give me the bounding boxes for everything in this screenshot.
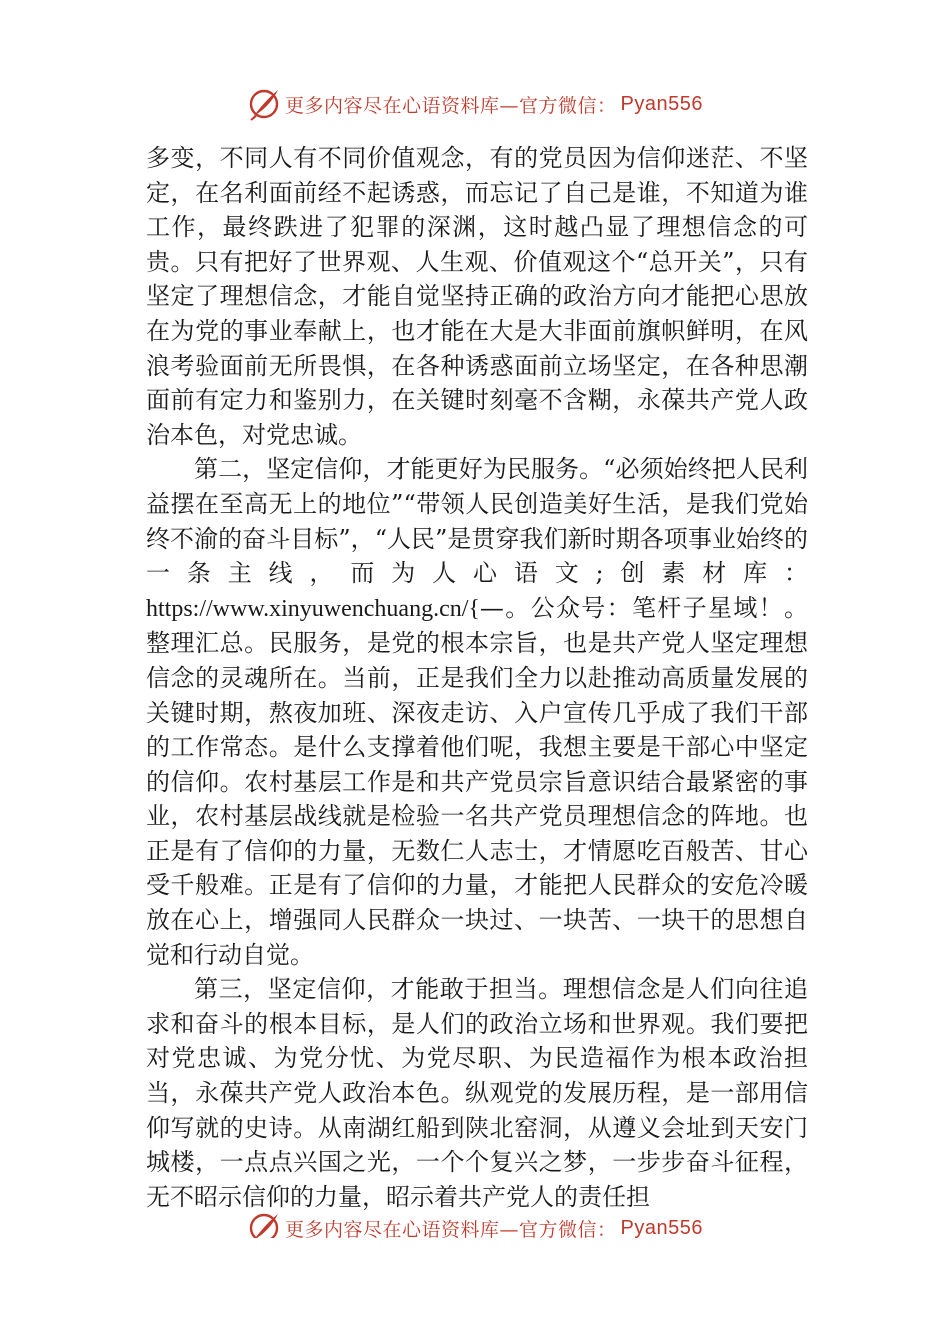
quill-circle-logo-icon (247, 1211, 281, 1238)
header-banner-text: 更多内容尽在心语资料库—官方微信： (285, 94, 617, 117)
paragraph-1: 多变，不同人有不同价值观念，有的党员因为信仰迷茫、不坚定，在名利面前经不起诱惑，而忘记了自己是谁，不知道为谁工作，最终跌进了犯罪的深渊，这时越凸显了理想信念的可贵。只有把好了世界观、人生观、价值观这个“总开关”，只有坚定了理想信念，才能自觉坚持正确的政治方向才能把心思放在为党的事业奉献上，也才能在大是大非面前旗帜鲜明，在风浪考验面前无所畏惧，在各种诱惑面前立场坚定，在各种思潮面前有定力和鉴别力，在关键时刻毫不含糊，永葆共产党人政治本色，对党忠诚。 (146, 144, 808, 449)
paragraph-2 (146, 452, 808, 972)
paragraph-3: 第三，坚定信仰，才能敢于担当。理想信念是人们向往追求和奋斗的根本目标，是人们的政治立场和世界观。我们要把对党忠诚、为党分忧、为党尽职、为民造福作为根本政治担当，永葆共产党人政治本色。纵观党的发展历程，是一部用信仰写就的史诗。从南湖红船到陕北窑洞，从遵义会址到天安门城楼，一点点兴国之光，一个个复兴之梦，一步步奋斗征程，无不昭示信仰的力量，昭示着共产党人的责任担 (146, 975, 808, 1211)
paragraph-2-part-a: 第二，坚定信仰，才能更好为民服务。“必须始终把人民利益摆在至高无上的地位”“带领人民创造美好生活，是我们党始终不渝的奋斗目标”，“人民”是贯穿我们新时期各项事业始终的一条主线，而为人心语文;创素材库： (146, 455, 808, 588)
footer-banner-text: 更多内容尽在心语资料库—官方微信： (285, 1218, 617, 1238)
footer-banner-id: Pyan556 (620, 1216, 703, 1238)
footer-banner (0, 1208, 950, 1238)
document-body (146, 141, 808, 1214)
paragraph-2-part-b: —。公众号：笔杆子星域！。整理汇总。民服务，是党的根本宗旨，也是共产党人坚定理想信念的灵魂所在。当前，正是我们全力以赴推动高质量发展的关键时期，熬夜加班、深夜走访、入户宣传几乎成了我们干部的工作常态。是什么支撑着他们呢，我想主要是干部心中坚定的信仰。农村基层工作是和共产党员宗旨意识结合最紧密的事业，农村基层战线就是检验一名共产党员理想信念的阵地。也正是有了信仰的力量，无数仁人志士，才情愿吃百般苦、甘心受千般难。正是有了信仰的力量，才能把人民群众的安危冷暖放在心上，增强同人民群众一块过、一块苦、一块干的思想自觉和行动自觉。 (146, 593, 808, 969)
source-url: https://www.xinyuwenchuang.cn/{ (146, 595, 480, 622)
quill-circle-logo-icon (247, 87, 281, 121)
header-banner (0, 86, 950, 122)
header-banner-id: Pyan556 (620, 92, 703, 115)
